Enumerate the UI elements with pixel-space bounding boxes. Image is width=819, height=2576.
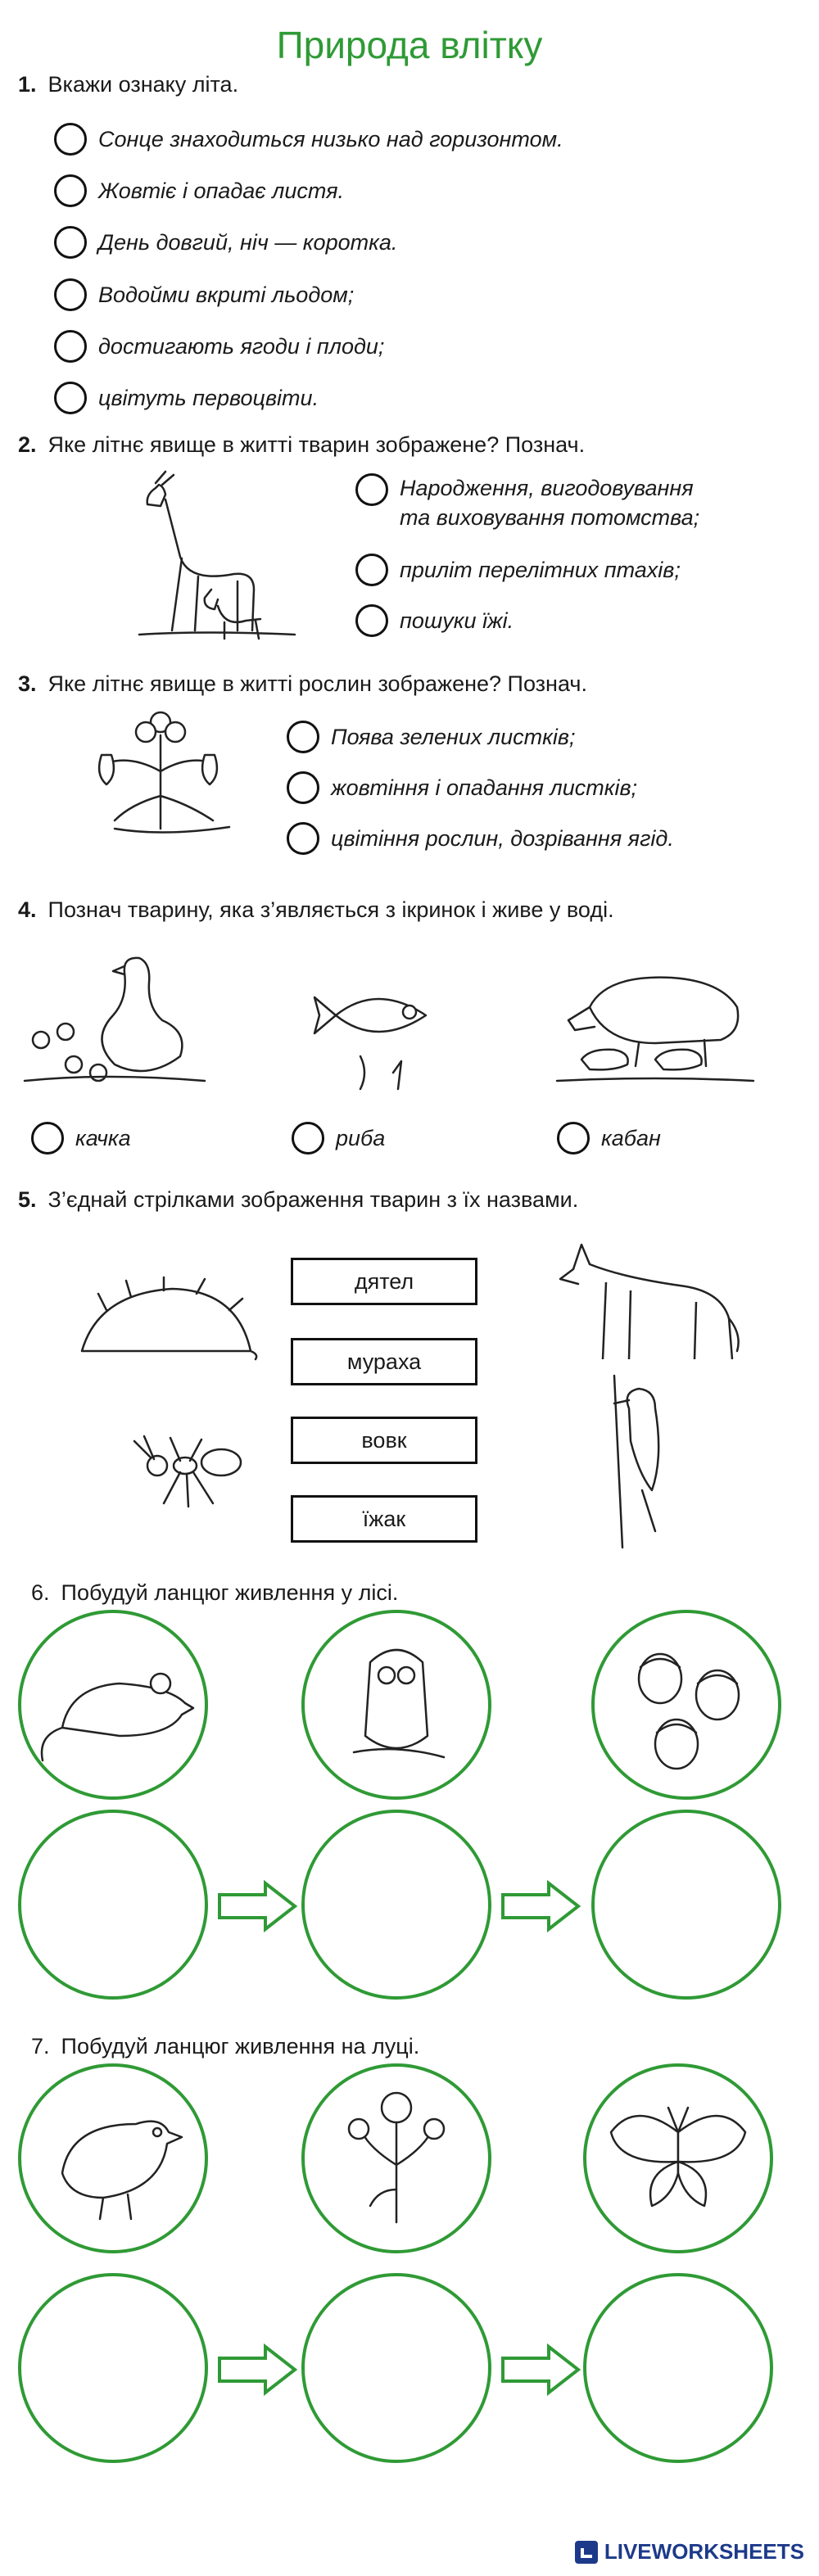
question-number: 4. [18, 897, 37, 922]
picture-circle-butterfly[interactable] [583, 2063, 773, 2253]
boar-illustration [557, 958, 753, 1097]
question-text: З’єднай стрілками зображення тварин з їх назвами. [48, 1187, 579, 1212]
answer-circle[interactable] [54, 278, 87, 311]
question-text: Яке літнє явище в житті рослин зображене? Познач. [48, 671, 587, 696]
animal-name-box[interactable]: вовк [291, 1417, 477, 1464]
q1-option[interactable]: достигають ягоди і плоди; [54, 330, 384, 363]
answer-circle[interactable] [355, 554, 388, 586]
answer-circle[interactable] [355, 604, 388, 637]
q2-option[interactable]: Народження, вигодовування та виховування потомства; [355, 473, 699, 532]
question-4 [18, 897, 614, 923]
answer-circle[interactable] [287, 771, 319, 804]
answer-circle[interactable] [54, 226, 87, 259]
liveworksheets-logo: LIVEWORKSHEETS [575, 2539, 804, 2565]
quail-illustration [21, 2067, 205, 2250]
answer-circle[interactable] [287, 721, 319, 753]
clover-illustration [305, 2067, 488, 2250]
woodpecker-illustration [590, 1376, 688, 1548]
butterfly-illustration [586, 2067, 770, 2250]
answer-circle-meadow-1[interactable] [18, 2273, 208, 2463]
q3-option[interactable]: цвітіння рослин, дозрівання ягід. [287, 822, 674, 855]
page-title: Природа влітку [276, 24, 543, 66]
question-3 [18, 671, 587, 697]
answer-circle[interactable] [292, 1122, 324, 1155]
answer-circle[interactable] [54, 174, 87, 207]
question-7 [31, 2034, 419, 2059]
picture-circle-quail[interactable] [18, 2063, 208, 2253]
question-1 [18, 72, 238, 97]
answer-circle-forest-1[interactable] [18, 1810, 208, 2000]
fish-illustration [311, 983, 442, 1097]
answer-circle-forest-3[interactable] [591, 1810, 781, 2000]
question-text: Познач тварину, яка з’являється з ікринок і живе у воді. [48, 897, 614, 922]
picture-circle-mouse[interactable] [18, 1610, 208, 1800]
answer-circle[interactable] [355, 473, 388, 506]
answer-circle-forest-2[interactable] [301, 1810, 491, 2000]
question-text: Побудуй ланцюг живлення на луці. [61, 2034, 420, 2059]
picture-circle-acorns[interactable] [591, 1610, 781, 1800]
q1-option[interactable]: цвітуть первоцвіти. [54, 382, 319, 414]
animal-name-box[interactable]: дятел [291, 1258, 477, 1305]
question-6 [31, 1580, 398, 1606]
answer-circle-meadow-3[interactable] [583, 2273, 773, 2463]
duck-illustration [25, 950, 213, 1097]
question-text: Вкажи ознаку літа. [48, 72, 239, 97]
question-number: 2. [18, 432, 37, 457]
q1-option[interactable]: Сонце знаходиться низько над горизонтом. [54, 123, 563, 156]
question-number: 5. [18, 1187, 37, 1212]
deer-illustration [123, 467, 311, 647]
strawberry-plant-illustration [82, 706, 262, 845]
hedgehog-illustration [74, 1277, 262, 1376]
answer-circle[interactable] [54, 330, 87, 363]
answer-circle[interactable] [287, 822, 319, 855]
question-text: Яке літнє явище в житті тварин зображене? Познач. [48, 432, 586, 457]
answer-circle[interactable] [54, 382, 87, 414]
q4-option-boar[interactable]: кабан [557, 1122, 661, 1155]
question-number: 3. [18, 671, 37, 696]
q2-option[interactable]: приліт перелітних птахів; [355, 554, 681, 586]
question-text: Побудуй ланцюг живлення у лісі. [61, 1580, 399, 1605]
q1-option[interactable]: Водойми вкриті льодом; [54, 278, 354, 311]
q3-option[interactable]: жовтіння і опадання листків; [287, 771, 637, 804]
q3-option[interactable]: Поява зелених листків; [287, 721, 576, 753]
arrow-right-icon [500, 1880, 585, 1932]
question-number: 7. [31, 2034, 50, 2059]
answer-circle-meadow-2[interactable] [301, 2273, 491, 2463]
question-2 [18, 432, 585, 458]
q1-option[interactable]: Жовтіє і опадає листя. [54, 174, 344, 207]
picture-circle-clover[interactable] [301, 2063, 491, 2253]
liveworksheets-icon [575, 2541, 598, 2564]
question-number: 1. [18, 72, 37, 97]
q2-option[interactable]: пошуки їжі. [355, 604, 514, 637]
answer-circle[interactable] [31, 1122, 64, 1155]
q1-option[interactable]: День довгий, ніч — коротка. [54, 226, 397, 259]
wolf-illustration [557, 1236, 745, 1367]
mouse-illustration [21, 1613, 205, 1796]
animal-name-box[interactable]: їжак [291, 1495, 477, 1543]
animal-name-box[interactable]: мураха [291, 1338, 477, 1385]
question-5 [18, 1187, 578, 1213]
answer-circle[interactable] [54, 123, 87, 156]
arrow-right-icon [216, 2343, 301, 2396]
answer-circle[interactable] [557, 1122, 590, 1155]
arrow-right-icon [500, 2343, 585, 2396]
ant-illustration [98, 1425, 246, 1515]
q4-option-duck[interactable]: качка [31, 1122, 131, 1155]
picture-circle-owl[interactable] [301, 1610, 491, 1800]
acorns-illustration [595, 1613, 778, 1796]
arrow-right-icon [216, 1880, 301, 1932]
question-number: 6. [31, 1580, 50, 1605]
owl-illustration [305, 1613, 488, 1796]
q4-option-fish[interactable]: риба [292, 1122, 385, 1155]
